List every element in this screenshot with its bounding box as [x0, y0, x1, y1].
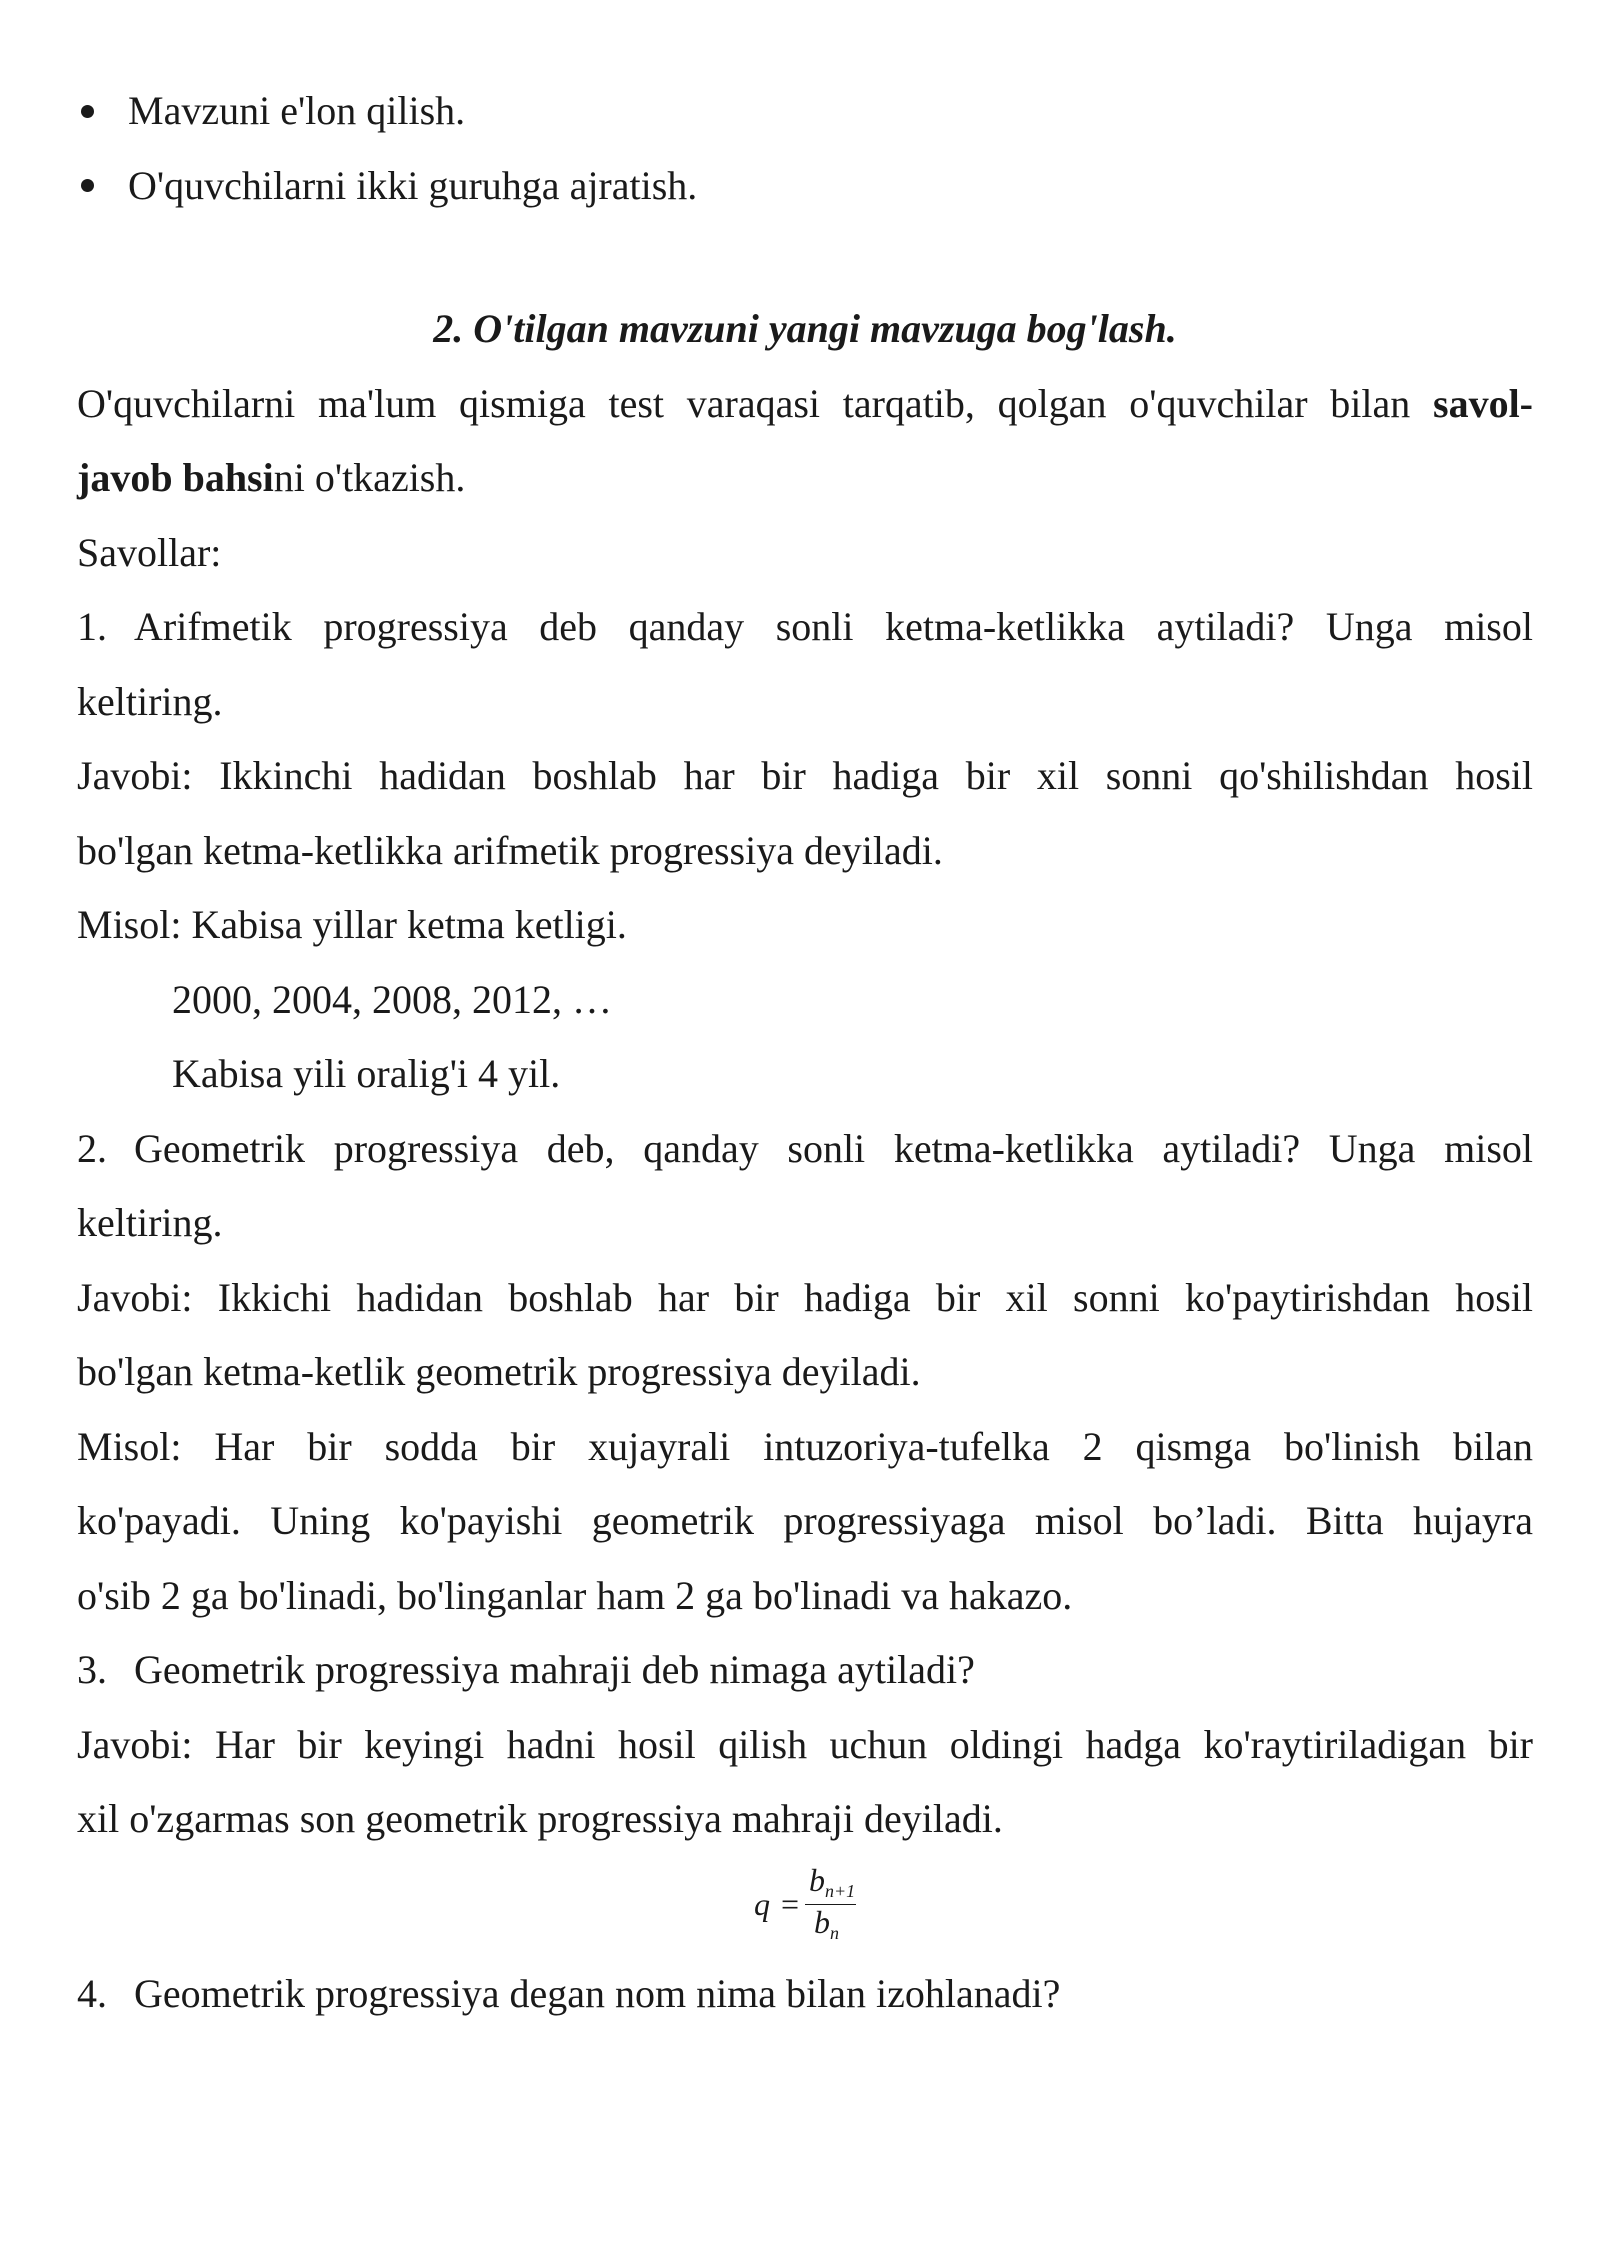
answer-2-line-2: bo'lgan ketma-ketlik geometrik progressiya deyiladi.: [77, 1349, 921, 1394]
example-2-line-1: Misol: Har bir sodda bir xujayrali intuzoriya-tufelka 2 qismga bo'linish bilan: [77, 1423, 1533, 1469]
questions-label: Savollar:: [77, 529, 222, 575]
question-text: Geometrik progressiya mahraji deb nimaga aytiladi?: [134, 1647, 975, 1692]
formula-equals: =: [781, 1885, 800, 1922]
bullet-item: [77, 74, 1533, 149]
document-page: [77, 74, 1533, 2031]
answer-1-line-1: Javobi: Ikkinchi hadidan boshlab har bir hadiga bir xil sonni qo'shilishdan hosil: [77, 753, 1533, 798]
question-text: Geometrik progressiya deb, qanday sonli ketma-ketlikka aytiladi? Unga misol: [134, 1125, 1533, 1171]
example-2-line-3: o'sib 2 ga bo'linadi, bo'linganlar ham 2 ga bo'linadi va hakazo.: [77, 1572, 1073, 1618]
question-number: 3.: [77, 1647, 107, 1692]
bullet-text: O'quvchilarni ikki guruhga ajratish.: [128, 162, 698, 208]
question-number: 4.: [77, 1970, 107, 2016]
formula-denominator: $b_n$: [814, 1903, 839, 1943]
intro-line-1: [77, 367, 1533, 442]
example-2-line-2: ko'payadi. Uning ko'payishi geometrik progressiyaga misol bo’ladi. Bitta hujayra: [77, 1498, 1533, 1543]
question-number: 1.: [77, 604, 107, 649]
answer-3-line-2: xil o'zgarmas son geometrik progressiya mahraji deyiladi.: [77, 1796, 1003, 1841]
answer-2-line-1: Javobi: Ikkichi hadidan boshlab har bir hadiga bir xil sonni ko'paytirishdan hosil: [77, 1274, 1533, 1320]
question-text: Geometrik progressiya degan nom nima bilan izohlanadi?: [134, 1970, 1061, 2016]
intro-text: ni o'tkazish.: [273, 455, 466, 500]
example-1: Misol: Kabisa yillar ketma ketligi.: [77, 902, 627, 947]
intro-bold-text: javob bahsi: [77, 455, 274, 500]
formula-numerator: $b_{n+1}$: [809, 1861, 856, 1901]
question-2-cont: keltiring.: [77, 1200, 223, 1245]
question-2: [77, 1112, 1533, 1187]
answer-1-line-2: bo'lgan ketma-ketlikka arifmetik progressiya deyiladi.: [77, 827, 943, 873]
question-1-cont: keltiring.: [77, 678, 223, 724]
intro-line-2: [77, 441, 1533, 516]
example-1-sequence: 2000, 2004, 2008, 2012, …: [172, 976, 612, 1022]
formula-lhs: q: [754, 1885, 770, 1922]
question-4: [77, 1957, 1533, 2032]
bullet-item: [77, 149, 1533, 224]
bullet-dot-icon: [81, 179, 94, 192]
ratio-formula: [77, 1857, 1533, 1957]
example-1-interval: Kabisa yili oralig'i 4 yil.: [172, 1051, 561, 1096]
section-heading: 2. O'tilgan mavzuni yangi mavzuga bog'lash.: [433, 306, 1177, 351]
question-3: [77, 1633, 1533, 1708]
question-number: 2.: [77, 1125, 107, 1171]
bullet-dot-icon: [81, 105, 94, 118]
intro-text: O'quvchilarni ma'lum qismiga test varaqasi tarqatib, qolgan o'quvchilar bilan: [77, 380, 1433, 426]
answer-3-line-1: Javobi: Har bir keyingi hadni hosil qilish uchun oldingi hadga ko'raytiriladigan bir: [77, 1721, 1533, 1767]
question-text: Arifmetik progressiya deb qanday sonli ketma-ketlikka aytiladi? Unga misol: [134, 604, 1533, 649]
intro-bold-text: savol-: [1433, 380, 1533, 426]
question-1: [77, 590, 1533, 665]
bullet-text: Mavzuni e'lon qilish.: [128, 88, 466, 133]
